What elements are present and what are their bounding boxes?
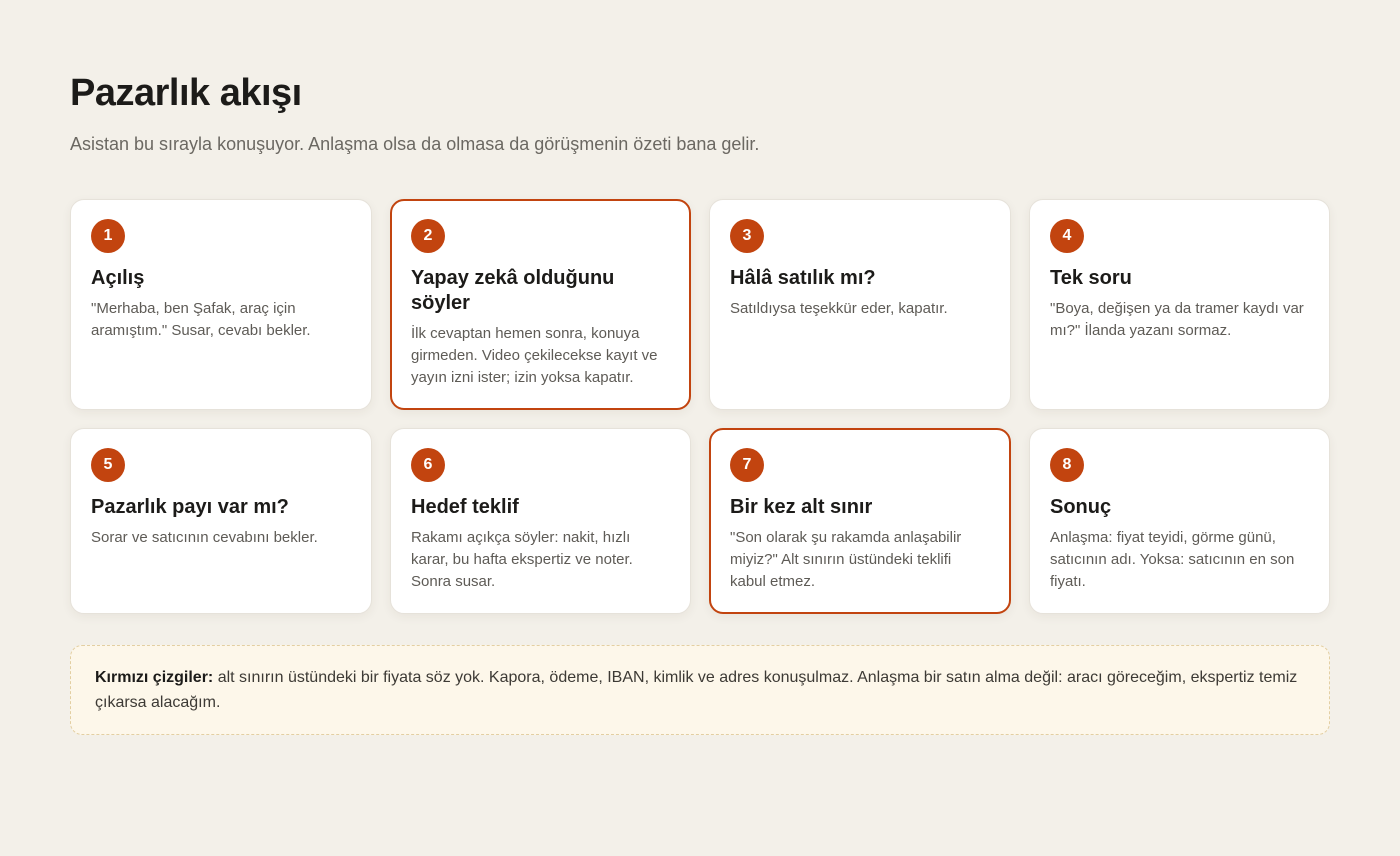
step-number-badge: 2 (411, 219, 445, 253)
step-card-7 (709, 428, 1011, 614)
step-card-5 (70, 428, 372, 614)
step-card-6 (390, 428, 691, 614)
step-card-1 (70, 199, 372, 410)
step-number-badge: 1 (91, 219, 125, 253)
red-lines-label: Kırmızı çizgiler: (95, 669, 214, 686)
step-title: Açılış (91, 267, 145, 289)
step-description: Anlaşma: fiyat teyidi, görme günü, satıcının adı. Yoksa: satıcının en son fiyatı. (1050, 529, 1295, 590)
step-number-badge: 3 (730, 219, 764, 253)
step-title: Tek soru (1050, 267, 1132, 289)
step-title: Yapay zekâ olduğunu söyler (411, 267, 615, 314)
step-title: Bir kez alt sınır (730, 496, 873, 518)
step-number-badge: 7 (730, 448, 764, 482)
step-card-2 (390, 199, 691, 410)
page-title: Pazarlık akışı (70, 72, 302, 114)
step-description: "Boya, değişen ya da tramer kaydı var mı?" İlanda yazanı sormaz. (1050, 300, 1304, 339)
step-title: Hedef teklif (411, 496, 519, 518)
step-number-badge: 5 (91, 448, 125, 482)
step-card-8 (1029, 428, 1330, 614)
red-lines-note (70, 645, 1330, 735)
steps-grid (70, 199, 1330, 614)
step-description: Sorar ve satıcının cevabını bekler. (91, 529, 318, 546)
step-card-4 (1029, 199, 1330, 410)
step-number-badge: 8 (1050, 448, 1084, 482)
step-title: Sonuç (1050, 496, 1112, 518)
step-description: "Son olarak şu rakamda anlaşabilir miyiz?" Alt sınırın üstündeki teklifi kabul etmez. (730, 529, 962, 590)
step-title: Pazarlık payı var mı? (91, 496, 289, 518)
step-description: Satıldıysa teşekkür eder, kapatır. (730, 300, 948, 317)
step-number-badge: 4 (1050, 219, 1084, 253)
red-lines-text: alt sınırın üstündeki bir fiyata söz yok. Kapora, ödeme, IBAN, kimlik ve adres konuşulmaz. Anlaşma bir satın alma değil: aracı göreceğim, ekspertiz temiz çıkarsa alacağım. (95, 669, 1298, 711)
step-number-badge: 6 (411, 448, 445, 482)
step-description: "Merhaba, ben Şafak, araç için aramıştım." Susar, cevabı bekler. (91, 300, 311, 339)
step-card-3 (709, 199, 1011, 410)
step-description: Rakamı açıkça söyler: nakit, hızlı karar, bu hafta ekspertiz ve noter. Sonra susar. (411, 529, 633, 590)
step-description: İlk cevaptan hemen sonra, konuya girmeden. Video çekilecekse kayıt ve yayın izni ister; izin yoksa kapatır. (411, 325, 658, 386)
step-title: Hâlâ satılık mı? (730, 267, 876, 289)
page-subtitle: Asistan bu sırayla konuşuyor. Anlaşma olsa da olmasa da görüşmenin özeti bana gelir. (70, 134, 760, 154)
